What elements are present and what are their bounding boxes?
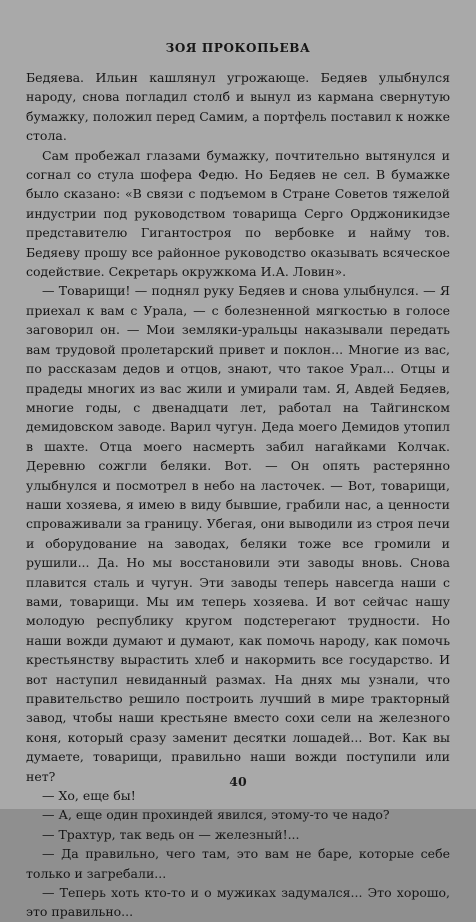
paragraph-1: Бедяева. Ильин кашлянул угрожающе. Бедяев улыбнулся народу, снова погладил столб и вынул из кармана свернутую бумажку, положил перед Самим, а портфель поставил к ножке стола.	[26, 70, 450, 144]
paragraph-2: Сам пробежал глазами бумажку, почтительно вытянулся и согнал со стула шофера Федю. Но Бедяев не сел. В бумажке было сказано: «В связи с подъемом в Стране Советов тяжелой индустрии под руководством товарища Серго Орджоникидзе представителю Гигантостроя по вербовке и найму тов. Бедяеву прошу все районное руководство оказывать всяческое содействие. Секретарь окружкома И.А. Ловин».	[26, 147, 450, 280]
paragraph-5: — А, еще один прохиндей явился, этому-то че надо?	[42, 807, 390, 823]
running-header: ЗОЯ ПРОКОПЬЕВА	[165, 41, 311, 55]
page-number: 40	[229, 774, 247, 789]
paragraph-3: — Товарищи! — поднял руку Бедяев и снова улыбнулся. — Я приехал к вам с Урала, — с болезненной мягкостью в голосе заговорил он. — Мои земляки-уральцы наказывали передать вам трудовой пролетарский привет и поклон... Многие из вас, по рассказам дедов и отцов, знают, что такое Урал... Отцы и прадеды многих из вас жили и умирали там. Я, Авдей Бедяев, многие годы, с двенадцати лет, работал на Тайгинском демидовском заводе. Варил чугун. Деда моего Демидов утопил в шахте. Отца моего насмерть забил нагайками Колчак. Деревню сожгли беляки. Вот. — Он опять растерянно улыбнулся и посмотрел в небо на ласточек. — Вот, товарищи, наши хозяева, я имею в виду бывшие, грабили нас, а ценности спроваживали за границу. Убегая, они выводили из строя печи и оборудование на заводах, беляки тоже все громили и рушили... Да. Но мы восстановили эти заводы вновь. Снова плавится сталь и чугун. Эти заводы теперь навсегда наши с вами, товарищи. Мы им теперь хозяева. И вот сейчас нашу молодую республику кругом подстерегают трудности. Но наши вожди думают и думают, как помочь народу, как помочь крестьянству вырастить хлеб и накормить все государство. И вот наступил невиданный размах. На днях мы узнали, что правительство решило построить лучший в мире тракторный завод, чтобы наши крестьяне вместо сохи сели на железного коня, который сразу заменит десятки лошадей... Вот. Как вы думаете, товарищи, правильно наши вожди поступили или нет?	[26, 283, 450, 784]
paragraph-6: — Трахтур, так ведь он — железный!...	[42, 826, 300, 842]
paragraph-7: — Да правильно, чего там, это вам не баре, которые себе только и загребали...	[26, 846, 450, 881]
body-text	[26, 68, 450, 922]
paragraph-4: — Хо, еще бы!	[42, 788, 136, 804]
paragraph-8: — Теперь хоть кто-то и о мужиках задумался... Это хорошо, это правильно...	[26, 885, 450, 920]
